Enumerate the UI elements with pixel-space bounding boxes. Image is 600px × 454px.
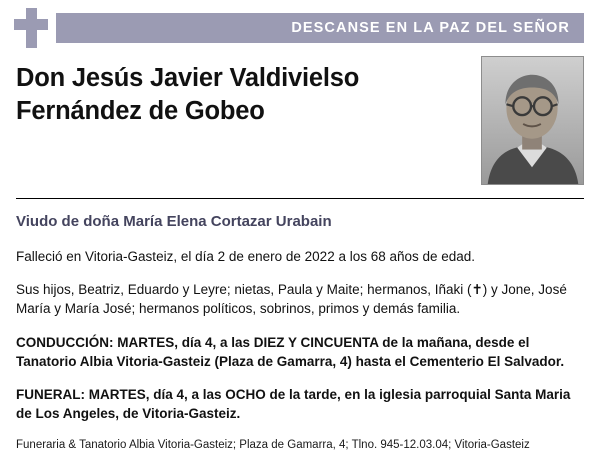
header-divider bbox=[16, 198, 584, 199]
funeral-line: FUNERAL: MARTES, día 4, a las OCHO de la tarde, en la iglesia parroquial Santa Maria de Los Angeles, de Vitoria-Gasteiz. bbox=[16, 387, 571, 422]
funeral-home-footer: Funeraria & Tanatorio Albia Vitoria-Gasteiz; Plaza de Gamarra, 4; Tlno. 945-12.03.04; Vitoria-Gasteiz bbox=[16, 439, 530, 452]
header-banner bbox=[0, 0, 600, 56]
deceased-name: Don Jesús Javier Valdivielso Fernández de Gobeo bbox=[16, 64, 360, 125]
spouse-line: Viudo de doña María Elena Cortazar Urabain bbox=[16, 213, 332, 230]
name-and-portrait bbox=[0, 56, 600, 188]
portrait-photo bbox=[481, 56, 584, 185]
banner-bar bbox=[56, 13, 584, 43]
death-line: Falleció en Vitoria-Gasteiz, el día 2 de enero de 2022 a los 68 años de edad. bbox=[16, 248, 476, 264]
obituary-body bbox=[0, 212, 600, 453]
banner-text: DESCANSE EN LA PAZ DEL SEÑOR bbox=[291, 20, 570, 36]
cross-vertical-bar bbox=[26, 8, 37, 48]
family-line: Sus hijos, Beatriz, Eduardo y Leyre; nietas, Paula y Maite; hermanos, Iñaki (✝) y Jone, José María y María José; hermanos políticos, sobrinos, primos y demás familia. bbox=[16, 281, 567, 317]
conduccion-line: CONDUCCIÓN: MARTES, día 4, a las DIEZ Y CINCUENTA de la mañana, desde el Tanatorio Albia Vitoria-Gasteiz (Plaza de Gamarra, 4) hasta el Cementerio El Salvador. bbox=[16, 334, 565, 369]
cross-icon bbox=[14, 8, 48, 48]
portrait-illustration bbox=[482, 57, 583, 184]
